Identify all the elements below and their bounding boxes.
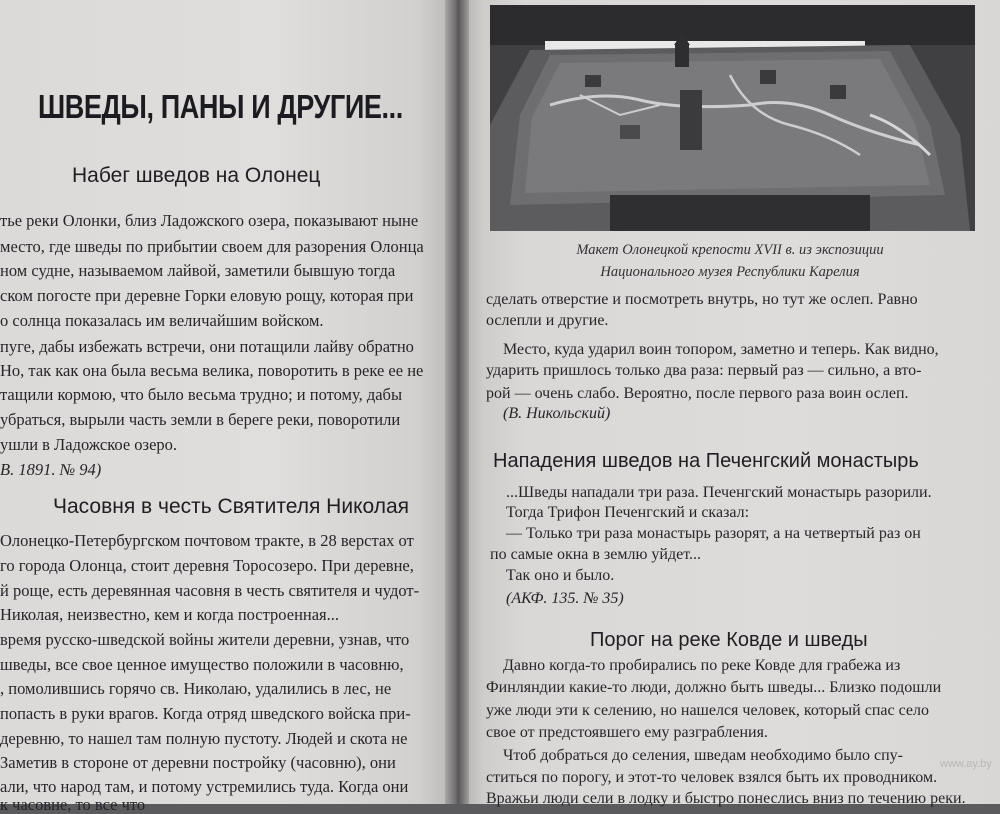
text-line: ститься по порогу, и этот-то человек взялся быть их проводником.: [486, 769, 938, 786]
text-line: й роще, есть деревянная часовня в честь святителя и чудот-: [0, 581, 420, 600]
watermark: www.ay.by: [940, 758, 992, 770]
text-line: свое от предстоявшего ему разграбления.: [486, 724, 768, 741]
source-reference: В. 1891. № 94): [0, 460, 102, 479]
text-line: деревню, то нашел там полную пустоту. Людей и скота не: [0, 729, 408, 748]
text-line: уже люди эти к селению, но нашелся человек, который спас село: [486, 702, 929, 719]
text-line: — Только три раза монастырь разорят, а на четвертый раз он: [506, 525, 921, 542]
section-heading-chapel: Часовня в честь Святителя Николая: [53, 495, 410, 518]
photo-caption-line1: Макет Олонецкой крепости XVII в. из экспозиции: [576, 242, 884, 258]
text-line: пуге, дабы избежать встречи, они потащили лайву обратно: [0, 337, 414, 356]
text-line: тье реки Олонки, близ Ладожского озера, показывают ныне: [0, 211, 419, 230]
section-heading-olonets: Набег шведов на Олонец: [72, 164, 321, 187]
text-line: ударить пришлось только два раза: первый раз — сильно, а вто-: [486, 362, 922, 379]
text-line: Давно когда-то пробирались по реке Ковде для грабежа из: [503, 657, 901, 674]
chapter-title: ШВЕДЫ, ПАНЫ И ДРУГИЕ...: [38, 88, 403, 125]
section-heading-pechenga: Нападения шведов на Печенгский монастырь: [493, 450, 919, 472]
fortress-model-photo: [490, 5, 975, 231]
text-line: ослепли и другие.: [486, 312, 609, 329]
text-line: ном судне, называемом лайвой, заметили бывшую тогда: [0, 261, 396, 280]
text-line: тащили кормою, что было весьма трудно; и потому, дабы: [0, 385, 403, 404]
text-line: Но, так как она была весьма велика, поворотить в реке ее не: [0, 361, 424, 380]
text-line: го города Олонца, стоит деревня Торосозеро. При деревне,: [0, 556, 414, 575]
text-line: место, где шведы по прибытии своем для разорения Олонца: [0, 237, 424, 256]
text-line: Заметив в стороне от деревни постройку (часовню), они: [0, 753, 396, 772]
text-line: Место, куда ударил воин топором, заметно и теперь. Как видно,: [503, 341, 939, 358]
text-line: к часовне, то все что: [0, 795, 146, 814]
text-line: ...Шведы нападали три раза. Печенгский монастырь разорили.: [506, 484, 932, 501]
text-line: Николая, неизвестно, кем и когда построенная...: [0, 605, 340, 624]
text-line: сделать отверстие и посмотреть внутрь, но тут же ослеп. Равно: [486, 291, 918, 308]
text-line: , помолившись горячо св. Николаю, удалились в лес, не: [0, 679, 392, 698]
text-line: попасть в руки врагов. Когда отряд шведского войска при-: [0, 704, 411, 723]
text-line: по самые окна в землю уйдет...: [490, 546, 702, 563]
text-line: убраться, вырыли часть земли в береге реки, поворотили: [0, 410, 401, 429]
source-reference: (АКФ. 135. № 35): [506, 590, 624, 607]
text-line: шведы, все свое ценное имущество положили в часовню,: [0, 655, 404, 674]
book-gutter: [445, 0, 469, 804]
text-line: Вражьи люди сели в лодку и быстро понеслись вниз по течению реки.: [486, 790, 966, 807]
section-heading-kovda: Порог на реке Ковде и шведы: [590, 629, 868, 651]
text-line: рой — очень слабо. Вероятно, после первого раза воин ослеп.: [486, 385, 909, 402]
text-line: о солнца показалась им величайшим войском.: [0, 311, 324, 330]
text-line: Так оно и было.: [506, 567, 615, 584]
text-line: Олонецко-Петербургском почтовом тракте, в 28 верстах от: [0, 531, 414, 550]
text-line: время русско-шведской войны жители деревни, узнав, что: [0, 630, 410, 649]
text-line: Финляндии какие-то люди, должно быть шведы... Близко подошли: [486, 679, 942, 696]
text-line: ушли в Ладожское озеро.: [0, 435, 178, 454]
text-line: Чтоб добраться до селения, шведам необходимо было спу-: [503, 747, 904, 764]
photo-caption-line2: Национального музея Республики Карелия: [600, 264, 860, 280]
text-line: али, что народ там, и потому устремились туда. Когда они: [0, 777, 409, 796]
text-line: ском погосте при деревне Горки еловую рощу, которая при: [0, 286, 414, 305]
text-line: Тогда Трифон Печенгский и сказал:: [506, 504, 750, 521]
source-reference: (В. Никольский): [503, 405, 611, 422]
